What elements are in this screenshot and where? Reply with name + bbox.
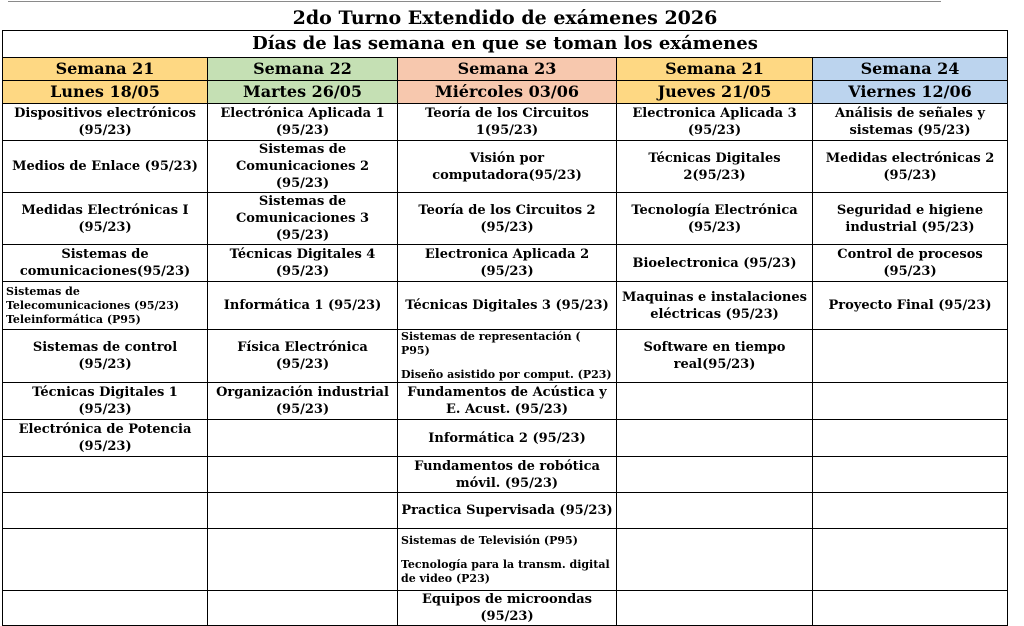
week-header: Semana 22 xyxy=(208,58,398,81)
exam-line: Tecnología para la transm. digital de video (P23) xyxy=(401,557,610,585)
table-row xyxy=(3,141,1008,193)
exam-cell: Practica Supervisada (95/23) xyxy=(398,493,617,529)
exam-cell: Fundamentos de robótica móvil. (95/23) xyxy=(398,457,617,493)
exam-cell: Teoría de los Circuitos 2 (95/23) xyxy=(398,193,617,245)
exam-cell xyxy=(813,383,1008,420)
day-header: Viernes 12/06 xyxy=(813,81,1008,104)
exam-cell xyxy=(617,383,813,420)
exam-cell xyxy=(617,420,813,457)
exam-cell: Control de procesos (95/23) xyxy=(813,245,1008,282)
exam-cell: Informática 2 (95/23) xyxy=(398,420,617,457)
exam-cell: Maquinas e instalaciones eléctricas (95/23) xyxy=(617,282,813,330)
exam-cell xyxy=(3,529,208,591)
subtitle-row xyxy=(3,31,1008,58)
table-row xyxy=(3,245,1008,282)
page-title: 2do Turno Extendido de exámenes 2026 xyxy=(292,7,718,29)
exam-cell: Proyecto Final (95/23) xyxy=(813,282,1008,330)
exam-cell: Tecnología Electrónica (95/23) xyxy=(617,193,813,245)
exam-cell-multi xyxy=(3,282,208,330)
exam-cell xyxy=(813,420,1008,457)
exam-cell: Seguridad e higiene industrial (95/23) xyxy=(813,193,1008,245)
table-row xyxy=(3,282,1008,330)
day-header: Jueves 21/05 xyxy=(617,81,813,104)
exam-cell: Equipos de microondas (95/23) xyxy=(398,591,617,626)
exam-line: Telecomunicaciones (95/23) xyxy=(6,298,180,312)
exam-cell xyxy=(617,529,813,591)
exam-cell xyxy=(813,529,1008,591)
exam-cell xyxy=(617,457,813,493)
exam-line: Sistemas de representación ( P95) xyxy=(401,330,581,357)
table-row xyxy=(3,383,1008,420)
day-header-row xyxy=(3,81,1008,104)
exam-cell xyxy=(208,591,398,626)
day-header: Martes 26/05 xyxy=(208,81,398,104)
day-header: Lunes 18/05 xyxy=(3,81,208,104)
exam-cell xyxy=(813,457,1008,493)
exam-line: Sistemas de xyxy=(6,284,80,298)
title-row xyxy=(3,6,1008,31)
table-row xyxy=(3,457,1008,493)
exam-cell: Análisis de señales y sistemas (95/23) xyxy=(813,104,1008,141)
week-header: Semana 24 xyxy=(813,58,1008,81)
exam-cell: Sistemas de control (95/23) xyxy=(3,330,208,383)
exam-cell xyxy=(3,591,208,626)
exam-cell: Teoría de los Circuitos 1(95/23) xyxy=(398,104,617,141)
exam-cell: Bioelectronica (95/23) xyxy=(617,245,813,282)
exam-cell xyxy=(208,493,398,529)
table-subtitle: Días de las semana en que se toman los exámenes xyxy=(3,31,1008,58)
exam-cell: Software en tiempo real(95/23) xyxy=(617,330,813,383)
exam-cell: Dispositivos electrónicos (95/23) xyxy=(3,104,208,141)
exam-cell-multi xyxy=(398,330,617,383)
exam-cell: Electronica Aplicada 2 (95/23) xyxy=(398,245,617,282)
exam-cell: Electronica Aplicada 3 (95/23) xyxy=(617,104,813,141)
exam-cell: Técnicas Digitales 4 (95/23) xyxy=(208,245,398,282)
exam-cell xyxy=(3,457,208,493)
exam-cell: Electrónica Aplicada 1 (95/23) xyxy=(208,104,398,141)
exam-cell: Fundamentos de Acústica y E. Acust. (95/23) xyxy=(398,383,617,420)
exam-cell xyxy=(617,591,813,626)
exam-cell-multi xyxy=(398,529,617,591)
exam-cell: Sistemas de Comunicaciones 3 (95/23) xyxy=(208,193,398,245)
exam-cell: Sistemas de Comunicaciones 2 (95/23) xyxy=(208,141,398,193)
exam-cell xyxy=(813,591,1008,626)
exam-cell xyxy=(208,529,398,591)
exam-cell xyxy=(813,330,1008,383)
exam-cell: Informática 1 (95/23) xyxy=(208,282,398,330)
table-row xyxy=(3,420,1008,457)
exam-cell: Medidas Electrónicas I (95/23) xyxy=(3,193,208,245)
exam-cell: Técnicas Digitales 3 (95/23) xyxy=(398,282,617,330)
week-header: Semana 21 xyxy=(617,58,813,81)
exam-cell: Organización industrial (95/23) xyxy=(208,383,398,420)
exam-cell xyxy=(3,493,208,529)
day-header: Miércoles 03/06 xyxy=(398,81,617,104)
table-row xyxy=(3,591,1008,626)
exam-cell: Electrónica de Potencia (95/23) xyxy=(3,420,208,457)
exam-cell xyxy=(208,457,398,493)
table-row xyxy=(3,493,1008,529)
exam-line: Diseño asistido por comput. (P23) xyxy=(401,368,612,381)
exam-cell xyxy=(208,420,398,457)
exam-cell: Técnicas Digitales 2(95/23) xyxy=(617,141,813,193)
week-header-row xyxy=(3,58,1008,81)
week-header: Semana 23 xyxy=(398,58,617,81)
exam-schedule-table xyxy=(2,6,1008,626)
exam-cell: Visión por computadora(95/23) xyxy=(398,141,617,193)
exam-line: Sistemas de Televisión (P95) xyxy=(401,533,578,547)
exam-cell xyxy=(813,493,1008,529)
exam-cell: Técnicas Digitales 1 (95/23) xyxy=(3,383,208,420)
table-row xyxy=(3,193,1008,245)
exam-cell xyxy=(617,493,813,529)
table-row xyxy=(3,104,1008,141)
exam-line: Teleinformática (P95) xyxy=(6,312,141,326)
table-row xyxy=(3,529,1008,591)
exam-cell: Medios de Enlace (95/23) xyxy=(3,141,208,193)
week-header: Semana 21 xyxy=(3,58,208,81)
exam-cell: Física Electrónica (95/23) xyxy=(208,330,398,383)
exam-cell: Sistemas de comunicaciones(95/23) xyxy=(3,245,208,282)
top-rule xyxy=(8,1,941,2)
table-row xyxy=(3,330,1008,383)
exam-cell: Medidas electrónicas 2 (95/23) xyxy=(813,141,1008,193)
